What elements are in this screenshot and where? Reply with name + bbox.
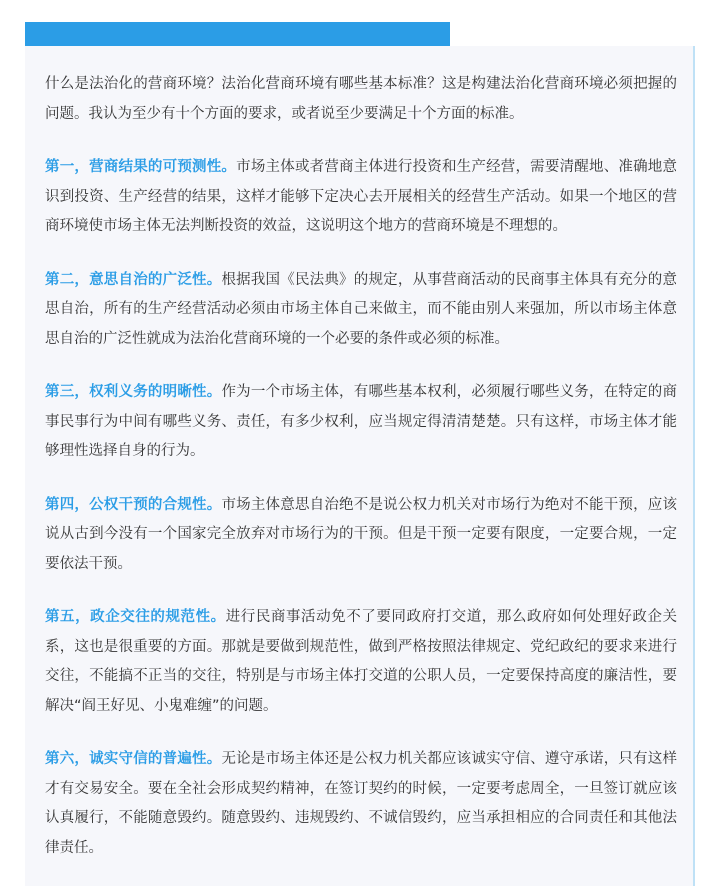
intro-paragraph: 什么是法治化的营商环境？法治化营商环境有哪些基本标准？这是构建法治化营商环境必须把握的问题。我认为至少有十个方面的要求，或者说至少要满足十个方面的标准。 bbox=[45, 76, 677, 122]
section-paragraph-5 bbox=[45, 603, 677, 721]
section-paragraph-6 bbox=[45, 745, 677, 863]
header-accent-bar bbox=[25, 22, 450, 46]
section-body-1: 市场主体或者营商主体进行投资和生产经营，需要清醒地、准确地意识到投资、生产经营的结果，这样才能够下定决心去开展相关的经营生产活动。如果一个地区的营商环境使市场主体无法判断投资的效益，这说明这个地方的营商环境是不理想的。 bbox=[45, 159, 678, 234]
section-body-3: 作为一个市场主体，有哪些基本权利，必须履行哪些义务，在特定的商事民事行为中间有哪些义务、责任，有多少权利，应当规定得清清楚楚。只有这样，市场主体才能够理性选择自身的行为。 bbox=[45, 384, 678, 459]
section-body-5: 进行民商事活动免不了要同政府打交道，那么政府如何处理好政企关系，这也是很重要的方面。那就是要做到规范性，做到严格按照法律规定、党纪政纪的要求来进行交往，不能搞不正当的交往，特别是与市场主体打交道的公职人员，一定要保持高度的廉洁性，要解决“阎王好见、小鬼难缠”的问题。 bbox=[45, 609, 677, 714]
section-body-4: 市场主体意思自治绝不是说公权力机关对市场行为绝对不能干预，应该说从古到今没有一个国家完全放弃对市场行为的干预。但是干预一定要有限度，一定要合规，一定要依法干预。 bbox=[45, 496, 678, 572]
section-body-6: 无论是市场主体还是公权力机关都应该诚实守信、遵守承诺，只有这样才有交易安全。要在全社会形成契约精神，在签订契约的时候，一定要考虑周全，一旦签订就应该认真履行，不能随意毁约。随意毁约、违规毁约、不诚信毁约，应当承担相应的合同责任和其他法律责任。 bbox=[45, 751, 678, 856]
section-paragraph-3 bbox=[45, 378, 677, 467]
section-paragraph-1 bbox=[45, 153, 677, 242]
section-body-2: 根据我国《民法典》的规定，从事营商活动的民商事主体具有充分的意思自治，所有的生产经营活动必须由市场主体自己来做主，而不能由别人来强加，所以市场主体意思自治的广泛性就成为法治化营商环境的一个必要的条件或必须的标准。 bbox=[45, 271, 678, 347]
section-heading-3: 第三，权利义务的明晰性。 bbox=[45, 384, 222, 400]
section-heading-4: 第四，公权干预的合规性。 bbox=[45, 496, 222, 513]
section-heading-5: 第五，政企交往的规范性。 bbox=[45, 609, 226, 625]
section-heading-6: 第六，诚实守信的普遍性。 bbox=[45, 751, 222, 767]
section-heading-2: 第二，意思自治的广泛性。 bbox=[45, 271, 222, 288]
article-panel bbox=[25, 46, 695, 886]
section-heading-1: 第一，营商结果的可预测性。 bbox=[45, 159, 237, 175]
section-paragraph-4 bbox=[45, 491, 677, 580]
section-paragraph-2 bbox=[45, 266, 677, 355]
